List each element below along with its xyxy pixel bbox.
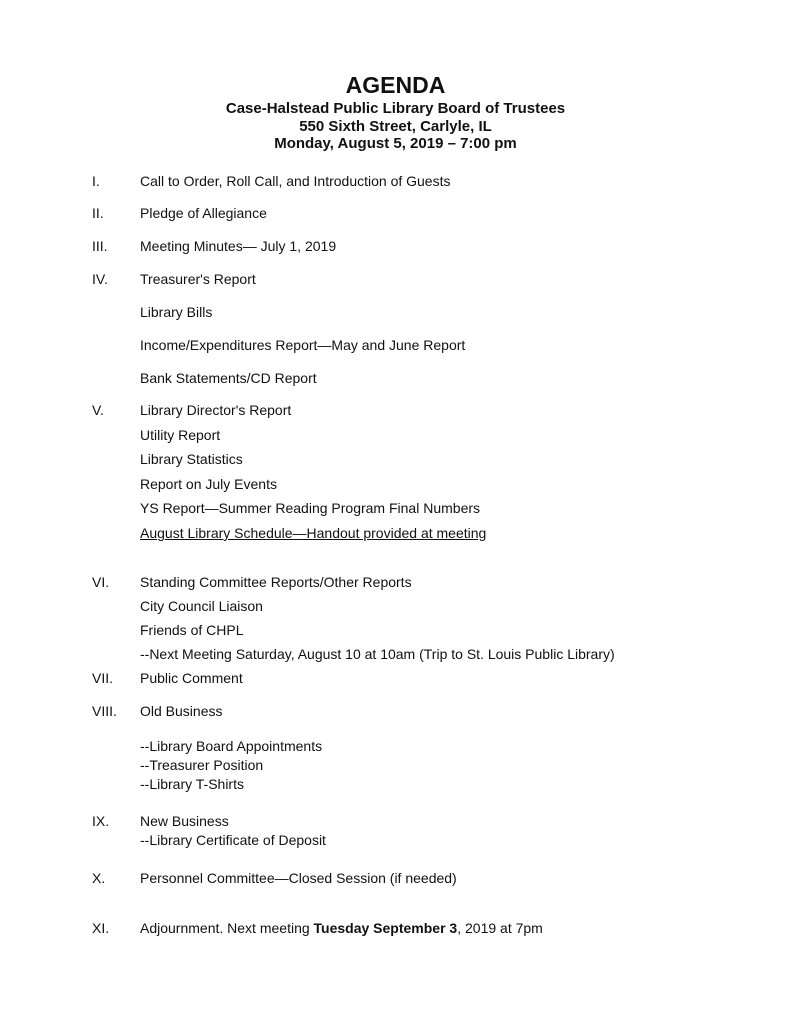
item-number: VII. [92,670,114,686]
item-number: VIII. [92,703,117,719]
item-text: Meeting Minutes— July 1, 2019 [140,238,337,254]
organization-name: Case-Halstead Public Library Board of Trustees [225,100,566,117]
next-meeting-date: Tuesday September 3 [313,920,458,936]
item-number: II. [92,205,104,221]
sub-item-underlined: August Library Schedule—Handout provided at meeting [140,525,487,541]
item-text: Standing Committee Reports/Other Reports [140,574,412,590]
item-number: VI. [92,574,110,590]
item-number: IV. [92,271,108,287]
next-meeting-time: , 2019 at 7pm [457,920,543,936]
sub-item: YS Report—Summer Reading Program Final Numbers [140,500,481,516]
item-number: III. [92,238,108,254]
sub-item: Library Statistics [140,451,243,467]
adjournment-line [140,919,543,937]
sub-item: --Library Board Appointments [140,738,323,754]
item-number: IX. [92,813,110,829]
item-text: Library Director's Report [140,402,292,418]
sub-item: Utility Report [140,427,221,443]
sub-item: City Council Liaison [140,598,263,614]
meeting-date: Monday, August 5, 2019 – 7:00 pm [274,135,517,152]
item-number: V. [92,402,104,418]
item-text: New Business [140,813,229,829]
sub-item: Income/Expenditures Report—May and June Report [140,337,466,353]
adjournment-text: Adjournment. Next meeting [140,920,314,936]
item-text: Old Business [140,703,223,719]
agenda-title: AGENDA [345,72,446,98]
sub-item: Friends of CHPL [140,622,244,638]
sub-item: Report on July Events [140,476,277,492]
item-text: Pledge of Allegiance [140,205,267,221]
item-number: XI. [92,920,110,936]
item-text: Call to Order, Roll Call, and Introduction of Guests [140,173,451,189]
item-number: I. [92,173,100,189]
item-text: Personnel Committee—Closed Session (if needed) [140,870,457,886]
item-text: Public Comment [140,670,243,686]
sub-item: --Library T-Shirts [140,776,244,792]
item-number: X. [92,870,106,886]
sub-item: --Next Meeting Saturday, August 10 at 10am (Trip to St. Louis Public Library) [140,646,615,662]
sub-item: --Library Certificate of Deposit [140,832,326,848]
sub-item: Bank Statements/CD Report [140,370,317,386]
sub-item: Library Bills [140,304,213,320]
address-line: 550 Sixth Street, Carlyle, IL [299,118,492,135]
item-text: Treasurer's Report [140,271,256,287]
sub-item: --Treasurer Position [140,757,264,773]
